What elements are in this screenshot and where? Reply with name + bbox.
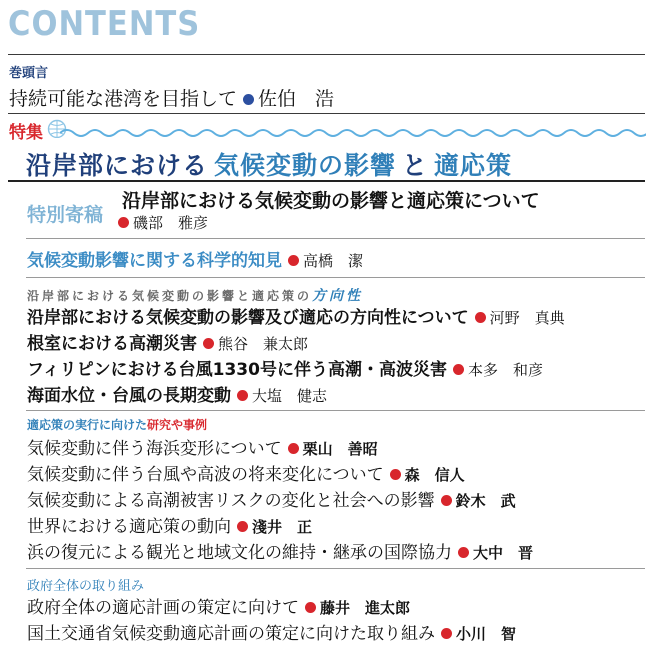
direction-item[interactable] [27,331,565,357]
preface-author: 佐伯 浩 [258,88,335,110]
research-item-title[interactable]: 気候変動による高潮被害リスクの変化と社会への影響 [27,491,435,511]
preface-title[interactable]: 持続可能な港湾を目指して [9,88,238,110]
author-bullet-icon [118,217,129,228]
author-bullet-icon [475,312,486,323]
research-item-title[interactable]: 浜の復元による観光と地域文化の維持・継承の国際協力 [27,543,452,563]
special-divider [26,238,645,239]
research-item-author: 栗山 善昭 [302,440,378,458]
special-author-line [118,212,208,233]
research-item-author: 大中 晋 [473,544,534,562]
feature-title-part4: 適応策 [434,151,513,180]
research-heading-accent: 研究や事例 [147,418,208,432]
author-bullet-icon [288,443,299,454]
direction-heading-accent: 方向性 [312,288,364,304]
author-bullet-icon [237,390,248,401]
preface-divider [8,113,645,114]
direction-item-title[interactable]: 海面水位・台風の長期変動 [27,386,231,406]
research-item[interactable] [27,462,533,488]
feature-title-part1: 沿岸部における [26,151,209,180]
direction-item-author: 河野 真典 [489,309,565,327]
government-item-author: 藤井 進太郎 [320,599,411,617]
direction-item[interactable] [27,383,565,409]
research-heading-main: 適応策の実行に向けた [27,418,148,432]
direction-item-title[interactable]: フィリピンにおける台風1330号に伴う高潮・高波災害 [27,360,447,380]
author-bullet-icon [458,547,469,558]
special-label: 特別寄稿 [27,204,104,226]
direction-item-author: 本多 和彦 [467,361,543,379]
government-heading: 政府全体の取り組み [27,579,145,594]
page-title: CONTENTS [8,4,201,44]
government-item[interactable] [27,621,516,647]
research-item-author: 淺井 正 [252,518,313,536]
author-bullet-icon [441,628,452,639]
feature-title-part3: と [402,151,429,180]
special-title[interactable]: 沿岸部における気候変動の影響と適応策について [122,190,540,212]
government-item-author: 小川 智 [456,625,517,643]
research-item[interactable] [27,540,533,566]
direction-item[interactable] [27,305,565,331]
research-item-title[interactable]: 世界における適応策の動向 [27,517,231,537]
preface-entry[interactable] [9,84,334,111]
header-divider [8,54,645,55]
author-bullet-icon [305,602,316,613]
science-author: 高橋 潔 [303,252,364,270]
author-bullet-icon [453,364,464,375]
special-author: 磯部 雅彦 [133,214,209,232]
research-item[interactable] [27,514,533,540]
research-list [27,436,533,566]
author-bullet-icon [288,255,299,266]
government-list [27,595,516,647]
direction-item[interactable] [27,357,565,383]
direction-item-author: 熊谷 兼太郎 [218,335,309,353]
science-entry[interactable] [27,246,363,271]
research-item-author: 鈴木 武 [455,492,516,510]
author-bullet-icon [243,94,254,105]
wave-decoration [60,126,646,140]
research-divider [26,568,645,569]
government-item-title[interactable]: 国土交通省気候変動適応計画の策定に向けた取り組み [27,624,435,644]
direction-heading [27,285,363,305]
science-title[interactable]: 気候変動影響に関する科学的知見 [27,251,282,271]
feature-title-part2: 気候変動の影響 [214,151,397,180]
research-item-title[interactable]: 気候変動に伴う海浜変形について [27,439,282,459]
government-item-title[interactable]: 政府全体の適応計画の策定に向けて [27,598,299,618]
research-item-title[interactable]: 気候変動に伴う台風や高波の将来変化について [27,465,384,485]
author-bullet-icon [237,521,248,532]
direction-item-title[interactable]: 沿岸部における気候変動の影響及び適応の方向性について [27,308,469,328]
preface-label: 巻頭言 [9,66,49,81]
author-bullet-icon [441,495,452,506]
direction-divider [26,410,645,411]
author-bullet-icon [203,338,214,349]
feature-divider [8,180,645,182]
research-item-author: 森 信人 [404,466,465,484]
research-heading [27,416,207,433]
research-item[interactable] [27,436,533,462]
author-bullet-icon [390,469,401,480]
direction-item-author: 大塩 健志 [252,387,328,405]
science-divider [26,277,645,278]
direction-item-title[interactable]: 根室における高潮災害 [27,334,197,354]
feature-title[interactable] [26,146,512,182]
direction-list [27,305,565,409]
research-item[interactable] [27,488,533,514]
direction-heading-main: 沿岸部における気候変動の影響と適応策の [27,289,313,303]
feature-label: 特集 [9,123,43,143]
government-item[interactable] [27,595,516,621]
